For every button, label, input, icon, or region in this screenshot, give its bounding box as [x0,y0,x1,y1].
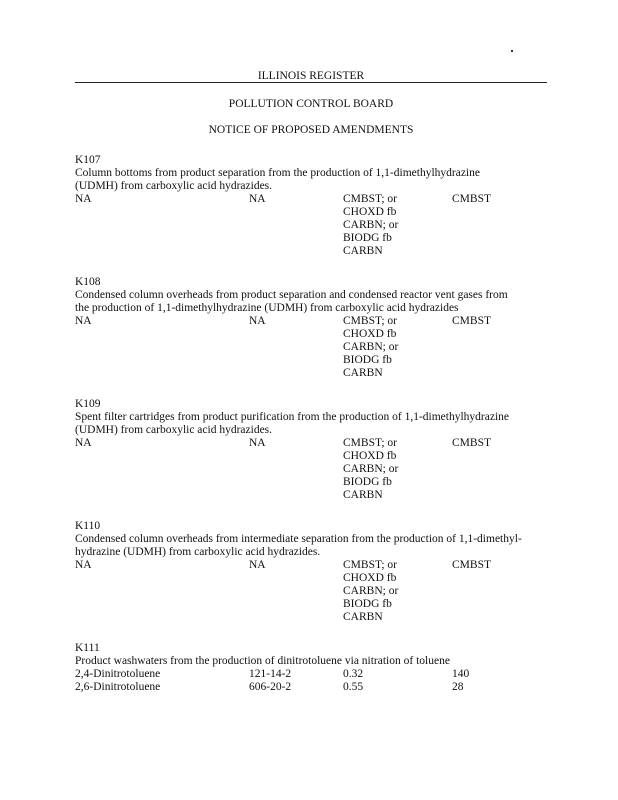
waste-description-line: Column bottoms from product separation from the production of 1,1-dimethylhydrazine [75,167,480,179]
waste-code: K111 [75,642,100,654]
notice-title: NOTICE OF PROPOSED AMENDMENTS [208,124,414,136]
treatment-technology-list [343,193,398,258]
wastewater-standard: 0.55 [343,681,364,693]
wastewater-concentration: NA [249,315,266,327]
treatment-item: CARBN; or [343,219,399,231]
standards-row [75,559,550,624]
wastewater-concentration: NA [249,437,266,449]
waste-description-line: the production of 1,1-dimethylhydrazine (UDMH) from carboxylic acid hydrazides [75,302,459,314]
constituent-name: 2,6-Dinitrotoluene [75,681,161,693]
wastewater-cas: NA [75,437,92,449]
constituent-row [75,681,550,694]
waste-description-line: Condensed column overheads from intermediate separation from the production of 1,1-dimethyl- [75,533,522,545]
treatment-item: CMBST; or [343,315,398,327]
wastewater-standard: 0.32 [343,668,364,680]
treatment-technology-list [343,437,398,502]
wastewater-cas: NA [75,559,92,571]
constituent-row [75,668,550,681]
cas-number: 121-14-2 [249,668,292,680]
treatment-item: CARBN [343,611,383,623]
treatment-item: BIODG fb [343,598,392,610]
nonwastewater-standard: CMBST [452,559,491,571]
cas-number: 606-20-2 [249,681,292,693]
waste-description-line: (UDMH) from carboxylic acid hydrazides. [75,180,273,192]
board-title: POLLUTION CONTROL BOARD [228,98,394,110]
waste-section-k111 [75,642,550,694]
nonwastewater-standard: 28 [452,681,464,693]
treatment-item: CMBST; or [343,437,398,449]
waste-code: K108 [75,276,101,288]
waste-code: K110 [75,520,101,532]
waste-description-line: hydrazine (UDMH) from carboxylic acid hydrazides. [75,546,321,558]
treatment-item: CARBN; or [343,463,399,475]
treatment-item: CHOXD fb [343,328,397,340]
waste-section-k108 [75,276,550,380]
waste-description-line: Condensed column overheads from product separation and condensed reactor vent gases from [75,289,508,301]
treatment-item: BIODG fb [343,232,392,244]
nonwastewater-standard: 140 [452,668,470,680]
treatment-item: CHOXD fb [343,572,397,584]
waste-code: K109 [75,398,101,410]
standards-row [75,315,550,380]
treatment-item: CARBN; or [343,585,399,597]
treatment-item: CHOXD fb [343,450,397,462]
treatment-item: BIODG fb [343,354,392,366]
waste-section-k109 [75,398,550,502]
treatment-item: CMBST; or [343,193,398,205]
wastewater-concentration: NA [249,193,266,205]
nonwastewater-standard: CMBST [452,315,491,327]
nonwastewater-standard: CMBST [452,437,491,449]
treatment-technology-list [343,315,398,380]
treatment-technology-list [343,559,398,624]
wastewater-concentration: NA [249,559,266,571]
scan-speck [511,50,513,52]
waste-description-line: (UDMH) from carboxylic acid hydrazides. [75,424,273,436]
wastewater-cas: NA [75,193,92,205]
register-title: ILLINOIS REGISTER [257,70,365,82]
waste-description-line: Spent filter cartridges from product purification from the production of 1,1-dimethylhydrazine [75,411,509,423]
waste-code: K107 [75,154,101,166]
treatment-item: CARBN [343,489,383,501]
treatment-item: BIODG fb [343,476,392,488]
wastewater-cas: NA [75,315,92,327]
standards-row [75,193,550,258]
treatment-item: CHOXD fb [343,206,397,218]
waste-section-k110 [75,520,550,624]
constituent-name: 2,4-Dinitrotoluene [75,668,161,680]
treatment-item: CARBN; or [343,341,399,353]
treatment-item: CARBN [343,367,383,379]
header-rule [75,82,547,83]
waste-description-line: Product washwaters from the production of dinitrotoluene via nitration of toluene [75,655,450,667]
waste-section-k107 [75,154,550,258]
nonwastewater-standard: CMBST [452,193,491,205]
treatment-item: CARBN [343,245,383,257]
standards-row [75,437,550,502]
treatment-item: CMBST; or [343,559,398,571]
